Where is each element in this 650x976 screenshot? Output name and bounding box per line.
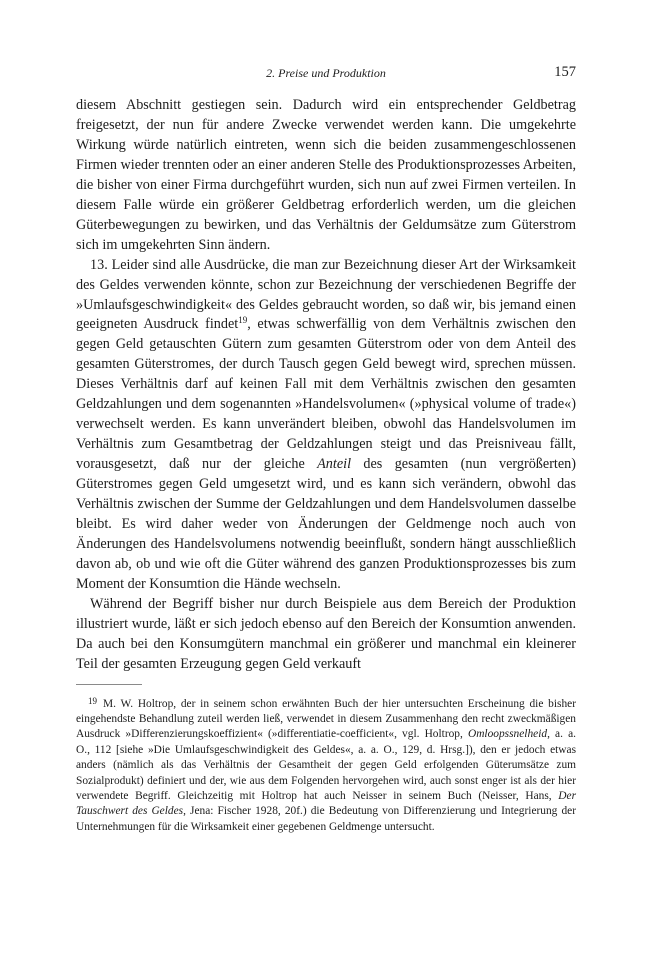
footnote-text-b: , a. a. O., 112 [siehe »Die Umlaufsgeschwindigkeit des Geldes«, a. a. O., 129, d. Hrsg.]), den er jedoch etwas anders (nämlich als das Verhältnis der Gesamtheit der gegen Geld erfolgenden Güterumsätze zum Sozialprodukt) definiert und der, wie aus dem Folgenden hervorgehen wird, auch sonst enger ist als der hier verwendete Begriff. Gleichzeitig mit Holtrop hat auch Neisser in seinem Buch (Neisser, Hans, — [76, 728, 576, 803]
paragraph-2-part-c: des gesamten (nun vergrößerten) Güterstromes gegen Geld umgesetzt wird, und es kann sich verändern, obwohl das Verhältnis zwischen der Summe der Geldzahlungen und dem Handelsvolumen dasselbe bleibt. Es wird daher weder von Änderungen der Geldmenge noch auch von Änderungen des Handelsvolumens notwendig beeinflußt, sondern hängt ausschließlich davon ab, ob und wie oft die Güter während des ganzen Produktionsprozesses bis zum Moment der Konsumtion die Hände wechseln. — [76, 456, 576, 592]
footnote-19 — [76, 694, 576, 836]
footnote-title-omloopssnelheid: Omloopssnelheid — [467, 728, 548, 741]
footnote-mark: 19 — [88, 695, 97, 706]
paragraph-1: diesem Abschnitt gestiegen sein. Dadurch wird ein entsprechender Geldbetrag freigesetzt, der nun für andere Zwecke verwendet werden kann. Die umgekehrte Wirkung würde natürlich eintreten, wenn sich die beiden zusammengeschlossenen Firmen wieder trennten oder an einer anderen Stelle des Produktionsprozesses Arbeiten, die bisher von einer Firma durchgeführt wurden, sich nun auf zwei Firmen verteilen. In diesem Falle würde ein größerer Geldbetrag erforderlich werden, um die gleichen Güterbewegungen zu bewirken, und das Verhältnis der Geldumsätze zum Güterstrom sich im umgekehrten Sinn ändern. — [76, 97, 576, 253]
paragraph-3: Während der Begriff bisher nur durch Beispiele aus dem Bereich der Produktion illustriert wurde, läßt er sich jedoch ebenso auf den Bereich der Konsumtion anwenden. Da auch bei den Konsumgütern manchmal ein größerer und manchmal ein kleinerer Teil der gesamten Erzeugung gegen Geld verkauft — [76, 595, 576, 672]
footnote-title-tauschwert: Der Tauschwert des Geldes — [76, 790, 576, 818]
emphasis-anteil: Anteil — [317, 456, 352, 473]
footnote-divider — [76, 684, 142, 685]
main-text — [76, 96, 576, 675]
paragraph-2-part-b: , etwas schwerfällig von dem Verhältnis zwischen den gegen Geld getauschten Gütern zum gesamten Güterstrom oder von dem Anteil des gesamten Güterstromes, der durch Tausch gegen Geld bewegt wird, sprechen müssen. Dieses Verhältnis darf auf keinen Fall mit dem Verhältnis zwischen den gesamten Geldzahlungen und dem sogenannten »Handelsvolumen« (»physical volume of trade«) verwechselt werden. Es kann unverändert bleiben, obwohl das Handelsvolumen im Verhältnis zum Gesamtbetrag der Geldzahlungen steigt und das Preisniveau fällt, vorausgesetzt, daß nur der gleiche — [76, 316, 577, 473]
footnote-reference: 19 — [238, 315, 248, 326]
paragraph-2 — [76, 256, 576, 595]
page-header — [76, 62, 576, 86]
footnote-text-a: M. W. Holtrop, der in seinem schon erwähnten Buch der hier untersuchten Erscheinung die bisher eingehendste Behandlung zuteil werden ließ, verwendet in diesem Zusammenhang den recht zweckmäßigen Ausdruck »Differenzierungskoeffizient« (»differentiatie-coefficient«, vgl. Holtrop, — [76, 697, 576, 741]
running-head: 2. Preise und Produktion — [266, 66, 386, 80]
book-page — [76, 62, 576, 835]
page-number: 157 — [554, 64, 576, 80]
footnote-text-c: , Jena: Fischer 1928, 20f.) die Bedeutung von Differenzierung und Integrierung der Unternehmungen für die Wirksamkeit einer gegebenen Geldmenge untersucht. — [76, 805, 576, 833]
paragraph-2-part-a: 13. Leider sind alle Ausdrücke, die man zur Bezeichnung dieser Art der Wirksamkeit des Geldes verwenden könnte, schon zur Bezeichnung der verschiedenen Begriffe der »Umlaufsgeschwindigkeit« des Geldes gebraucht worden, so daß wir, bis jemand einen geeigneten Ausdruck findet — [76, 256, 576, 333]
